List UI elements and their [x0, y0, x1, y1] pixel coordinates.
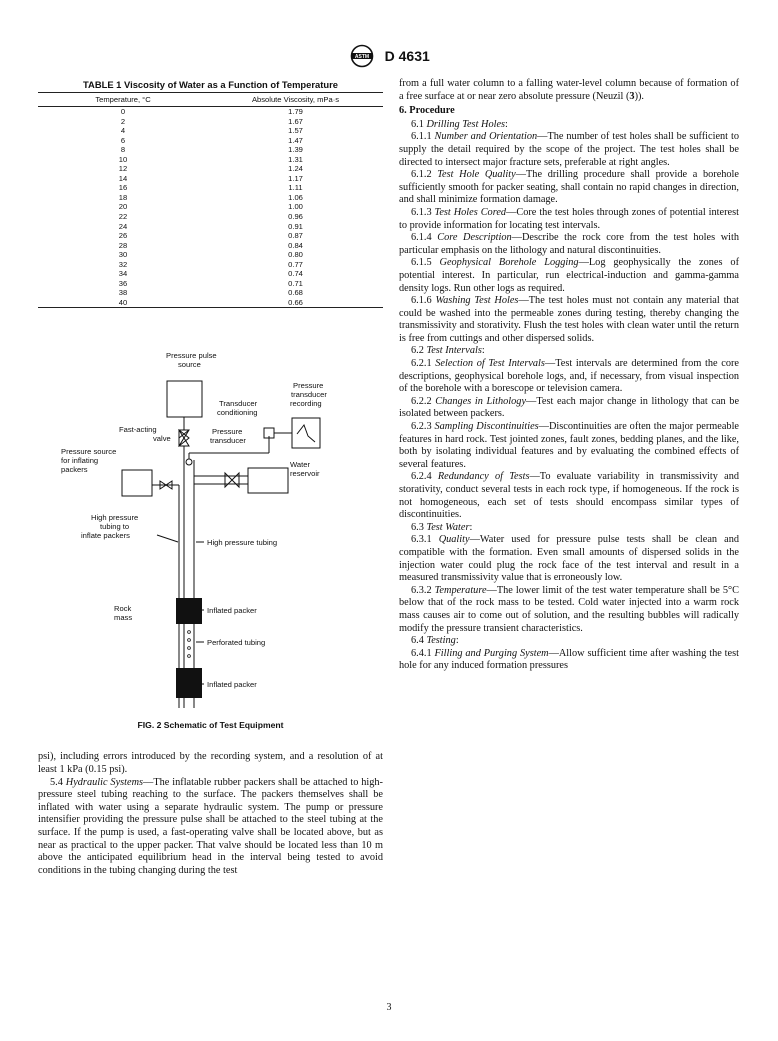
label-water-reservoir: Water reservoir: [290, 460, 320, 479]
procedure-paragraph: 6.2.1 Selection of Test Intervals—Test intervals are determined from the core descriptions, geophysical borehole logs, and, if necessary, from visual inspection of the borehole with a borescope or television camera.: [399, 358, 740, 395]
table-row: [38, 288, 383, 298]
recorder-box: [292, 418, 320, 448]
procedure-paragraph: 6.2.4 Redundancy of Tests—To evaluate variability in transmissivity and storativity, conduct several tests in each rock type, if homogeneous. If the rock is not homogeneous, each set of tests should encompass similar types of discontinuities.: [399, 471, 739, 521]
recorder-trace-icon: [297, 425, 315, 442]
cell-viscosity: 0.71: [288, 278, 303, 288]
table-row: [38, 183, 383, 193]
cell-temperature: 4: [120, 126, 126, 136]
label-hp-tubing: High pressure tubing: [207, 538, 278, 548]
water-reservoir-box: [248, 468, 288, 493]
table-row: [38, 107, 383, 117]
cell-temperature: 20: [118, 202, 128, 212]
table-row: [38, 222, 383, 232]
column-header-temperature: Temperature, °C: [38, 93, 208, 107]
procedure-paragraph: 6.1.4 Core Description—Describe the rock core from the test holes with particular emphasis on the lithology and natural discontinuities.: [399, 232, 740, 256]
cell-temperature: 30: [118, 250, 128, 260]
procedure-paragraph: 6.3.2 Temperature—The lower limit of the test water temperature shall be 5°C below that of the rock mass to be tested. Cold water injected into a warm rock mass causes air to come out of solution, and the resulting bubbles will radically modify the pressure transient characteristics.: [399, 584, 740, 634]
table-row: [38, 136, 383, 146]
label-fast-acting-valve: Fast-acting valve: [119, 425, 171, 444]
table-body: [38, 107, 383, 308]
standard-designation: D 4631: [384, 48, 430, 64]
upper-packer: [176, 598, 202, 624]
cell-temperature: 6: [120, 135, 126, 145]
procedure-paragraph: 6.2.2 Changes in Lithology—Test each major change in lithology that can be isolated between packers.: [399, 395, 740, 420]
figure-schematic: [38, 330, 383, 720]
cell-viscosity: 1.57: [288, 126, 303, 136]
table-row: [38, 260, 383, 270]
table-row: [38, 250, 383, 260]
label-transducer-recording: Pressure transducer recording: [290, 381, 327, 409]
packer-pressure-source-box: [122, 470, 152, 496]
astm-logo-icon: [348, 44, 376, 68]
cell-viscosity: 0.74: [288, 269, 303, 279]
paragraph-6-1: 6.1 Drilling Test Holes:: [411, 118, 508, 130]
right-column: [399, 78, 739, 673]
cell-viscosity: 0.66: [208, 298, 383, 308]
procedure-paragraph: 6.1.5 Geophysical Borehole Logging—Log geophysically the zones of potential interest. In particular, run electrical-induction and gamma-gamma density logs. Run other logs as required.: [399, 257, 739, 294]
cell-viscosity: 0.77: [288, 259, 303, 269]
section-6-heading: 6. Procedure: [399, 105, 455, 117]
label-transducer-conditioning: Transducer conditioning: [217, 399, 258, 418]
procedure-paragraph: 6.3.1 Quality—Water used for pressure pulse tests shall be clean and compatible with the formation. Even small amounts of dispersed solids in the injection water could plug the rock face of the test interval and result in a measured transmissivity value that is erroneously low.: [399, 534, 739, 584]
procedure-paragraph: 6.2.3 Sampling Discontinuities—Discontinuities are often the major permeable features in hard rock. Test jointed zones, fault zones, bedding planes, and the like, both by isolating individual features and by evaluating the combined effects of several features.: [399, 421, 740, 470]
table-row: [38, 202, 383, 212]
procedure-paragraph: 6.1.2 Test Hole Quality—The drilling procedure shall provide a borehole sufficiently smooth for packer seating, shall contain no rapid changes in direction, and shall minimize formation damage.: [399, 169, 739, 206]
table-row: [38, 298, 383, 308]
cell-temperature: 14: [118, 173, 128, 183]
procedure-paragraph: 6.4.1 Filling and Purging System—Allow sufficient time after washing the test hole for any induced formation pressures: [399, 647, 739, 672]
cell-temperature: 22: [118, 212, 128, 222]
label-inflated-packer-upper: Inflated packer: [207, 606, 257, 616]
cell-temperature: 38: [118, 288, 128, 298]
figure-caption: FIG. 2 Schematic of Test Equipment: [137, 720, 284, 731]
cell-viscosity: 1.24: [288, 164, 303, 174]
label-hp-tubing-inflate: High pressure tubing to inflate packers: [81, 513, 139, 541]
cell-viscosity: 0.96: [288, 212, 303, 222]
table-row: [38, 174, 383, 184]
lower-packer: [176, 668, 202, 698]
cell-viscosity: 1.17: [288, 173, 303, 183]
pressure-transducer-icon: [186, 459, 192, 465]
pulse-source-box: [167, 381, 202, 417]
cell-temperature: 18: [118, 192, 128, 202]
table-row: [38, 231, 383, 241]
cell-temperature: 34: [118, 269, 128, 279]
table-row: [38, 117, 383, 127]
procedure-paragraph: 6.2 Test Intervals:: [411, 345, 485, 357]
table-row: [38, 126, 383, 136]
cell-temperature: 28: [118, 240, 128, 250]
paragraph-5-4: 5.4 Hydraulic Systems—The inflatable rubber packers shall be attached to high-pressure steel tubing reaching to the surface. The packers themselves shall be inflated with water using a separate hydraulic system. The pump or pressure intensifier providing the pressure pulse shall be attached to the steel tubing at the surface. If the pump is used, a fast-operating valve shall be located above, but as near as practical to the upper packer. That valve should be located less than 10 m above the anticipated equilibrium head in the interval being tested to avoid conditions in the tubing changing during the test: [38, 776, 383, 876]
label-perforated-tubing: Perforated tubing: [207, 638, 266, 648]
left-column: [38, 78, 383, 877]
cell-viscosity: 1.79: [288, 107, 303, 116]
cell-viscosity: 1.31: [288, 154, 303, 164]
table-row: [38, 193, 383, 203]
label-pulse-source: Pressure pulse source: [166, 351, 217, 370]
table-row: [38, 155, 383, 165]
cell-temperature: 24: [118, 221, 128, 231]
procedure-paragraph: 6.1.6 Washing Test Holes—The test holes must not contain any material that could be washed into the permeable zones during testing, thereby changing the transmissivity and storativity. Flush the test holes with clean water until the return is free from cuttings and other dispersed solids.: [399, 295, 740, 344]
cell-temperature: 16: [118, 183, 128, 193]
cell-viscosity: 1.47: [288, 135, 303, 145]
column-header-viscosity: Absolute Viscosity, mPa·s: [208, 93, 383, 107]
cell-viscosity: 0.84: [288, 240, 303, 250]
cell-temperature: 36: [118, 278, 128, 288]
valve-body: [179, 430, 189, 446]
procedure-paragraph: 6.1.3 Test Holes Cored—Core the test holes through zones of potential interest to provide information for locating test intervals.: [399, 206, 739, 231]
test-equipment-schematic: [38, 330, 383, 720]
page-header: [0, 44, 778, 68]
procedure-paragraph: 6.3 Test Water:: [411, 521, 473, 533]
table-row: [38, 212, 383, 222]
label-pressure-transducer: Pressure transducer: [210, 427, 246, 446]
cell-viscosity: 1.39: [288, 145, 303, 155]
procedure-paragraphs: [399, 131, 739, 673]
cell-temperature: 40: [38, 298, 208, 308]
table-row: [38, 269, 383, 279]
cell-viscosity: 1.11: [288, 183, 303, 193]
procedure-paragraph: 6.4 Testing:: [411, 635, 459, 647]
cell-temperature: 0: [120, 107, 126, 116]
paragraph-continued: from a full water column to a falling water-level column because of formation of a free surface at or near zero absolute pressure (Neuzil (3)).: [399, 78, 739, 102]
cell-viscosity: 1.00: [288, 202, 303, 212]
cell-temperature: 2: [120, 116, 126, 126]
label-rock-mass: Rock mass: [114, 604, 133, 623]
viscosity-table: [38, 92, 383, 308]
table-row: [38, 279, 383, 289]
paragraph-5-3-end: psi), including errors introduced by the recording system, and a resolution of at least 1 kPa (0.15 psi).: [38, 751, 383, 776]
cell-viscosity: 0.87: [288, 231, 303, 241]
table-caption: TABLE 1 Viscosity of Water as a Function of Temperature: [83, 79, 338, 90]
cell-viscosity: 0.68: [288, 288, 303, 298]
perforated-tubing: [188, 631, 191, 658]
svg-text:ASTM: ASTM: [355, 54, 370, 60]
procedure-paragraph: 6.1.1 Number and Orientation—The number of test holes shall be sufficient to supply the detail required by the scope of the project. The test holes shall be directed to intersect major fracture sets, preferable at right angles.: [399, 131, 740, 168]
table-row: [38, 241, 383, 251]
table-header-row: [38, 93, 383, 107]
cell-temperature: 8: [120, 145, 126, 155]
table-row: [38, 164, 383, 174]
label-pressure-source: Pressure source for inflating packers: [61, 447, 117, 475]
label-inflated-packer-lower: Inflated packer: [207, 680, 257, 690]
cell-temperature: 10: [118, 154, 128, 164]
cell-temperature: 12: [118, 164, 128, 174]
cell-viscosity: 1.06: [288, 192, 303, 202]
table-row: [38, 145, 383, 155]
cell-viscosity: 0.91: [288, 221, 303, 231]
cell-temperature: 32: [118, 259, 128, 269]
cell-viscosity: 0.80: [288, 250, 303, 260]
page-number: 3: [386, 1002, 392, 1013]
left-body-text: [38, 751, 383, 877]
cell-temperature: 26: [118, 231, 128, 241]
cell-viscosity: 1.67: [288, 116, 303, 126]
reservoir-valve-icon: [225, 473, 239, 487]
